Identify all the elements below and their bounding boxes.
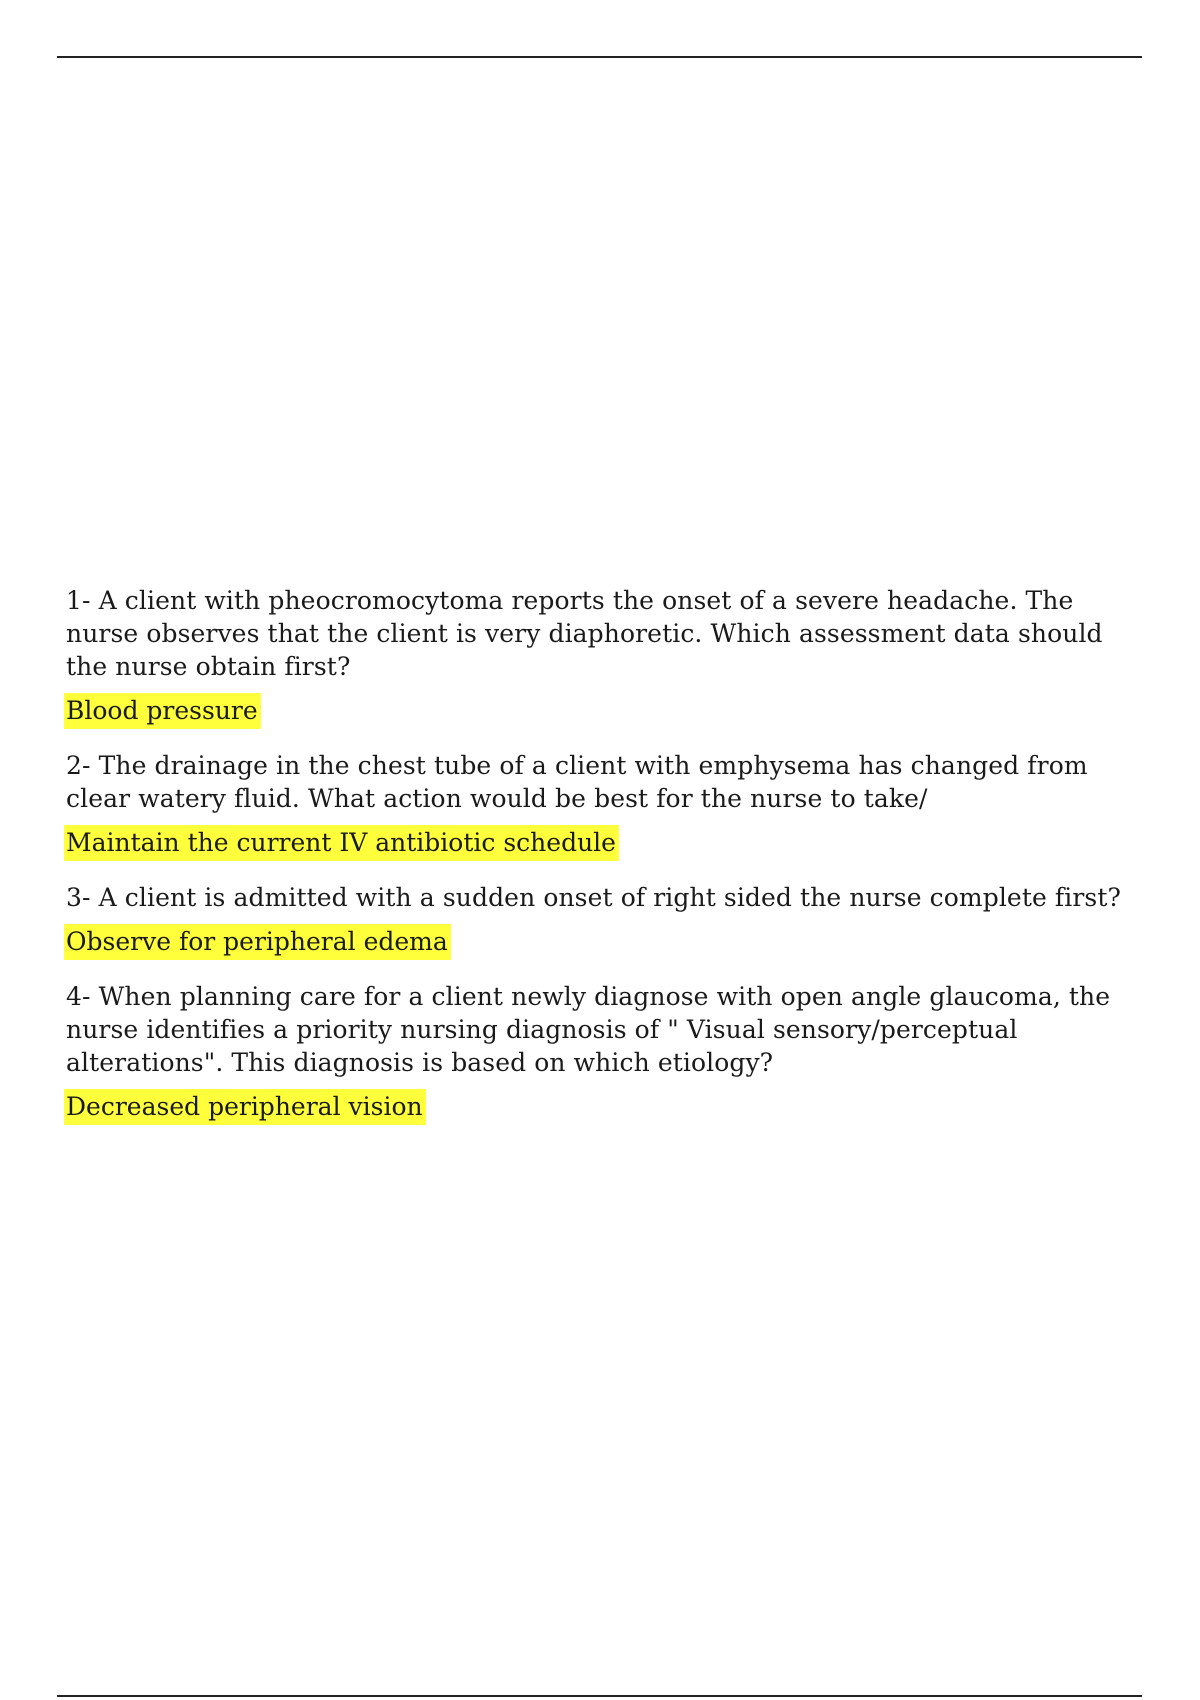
highlighted-answer: Observe for peripheral edema	[64, 924, 451, 960]
document-body	[66, 584, 1136, 1145]
highlighted-answer: Decreased peripheral vision	[64, 1089, 426, 1125]
top-rule	[57, 56, 1142, 58]
highlighted-answer: Maintain the current IV antibiotic schedule	[64, 825, 619, 861]
qa-item-1	[66, 584, 1136, 739]
question-text: 1- A client with pheocromocytoma reports the onset of a severe headache. The nurse observes that the client is very diaphoretic. Which assessment data should the nurse obtain first?	[66, 586, 1103, 681]
bottom-rule	[57, 1695, 1142, 1697]
question-text: 4- When planning care for a client newly diagnose with open angle glaucoma, the nurse identifies a priority nursing diagnosis of " Visual sensory/perceptual alterations". This diagnosis is based on which etiology?	[66, 982, 1111, 1077]
highlighted-answer: Blood pressure	[64, 693, 261, 729]
qa-item-4	[66, 980, 1136, 1135]
qa-item-2	[66, 749, 1136, 871]
question-text: 2- The drainage in the chest tube of a client with emphysema has changed from clear watery fluid. What action would be best for the nurse to take/	[66, 751, 1088, 813]
qa-item-3	[66, 881, 1136, 970]
question-text: 3- A client is admitted with a sudden onset of right sided the nurse complete first?	[66, 883, 1121, 912]
